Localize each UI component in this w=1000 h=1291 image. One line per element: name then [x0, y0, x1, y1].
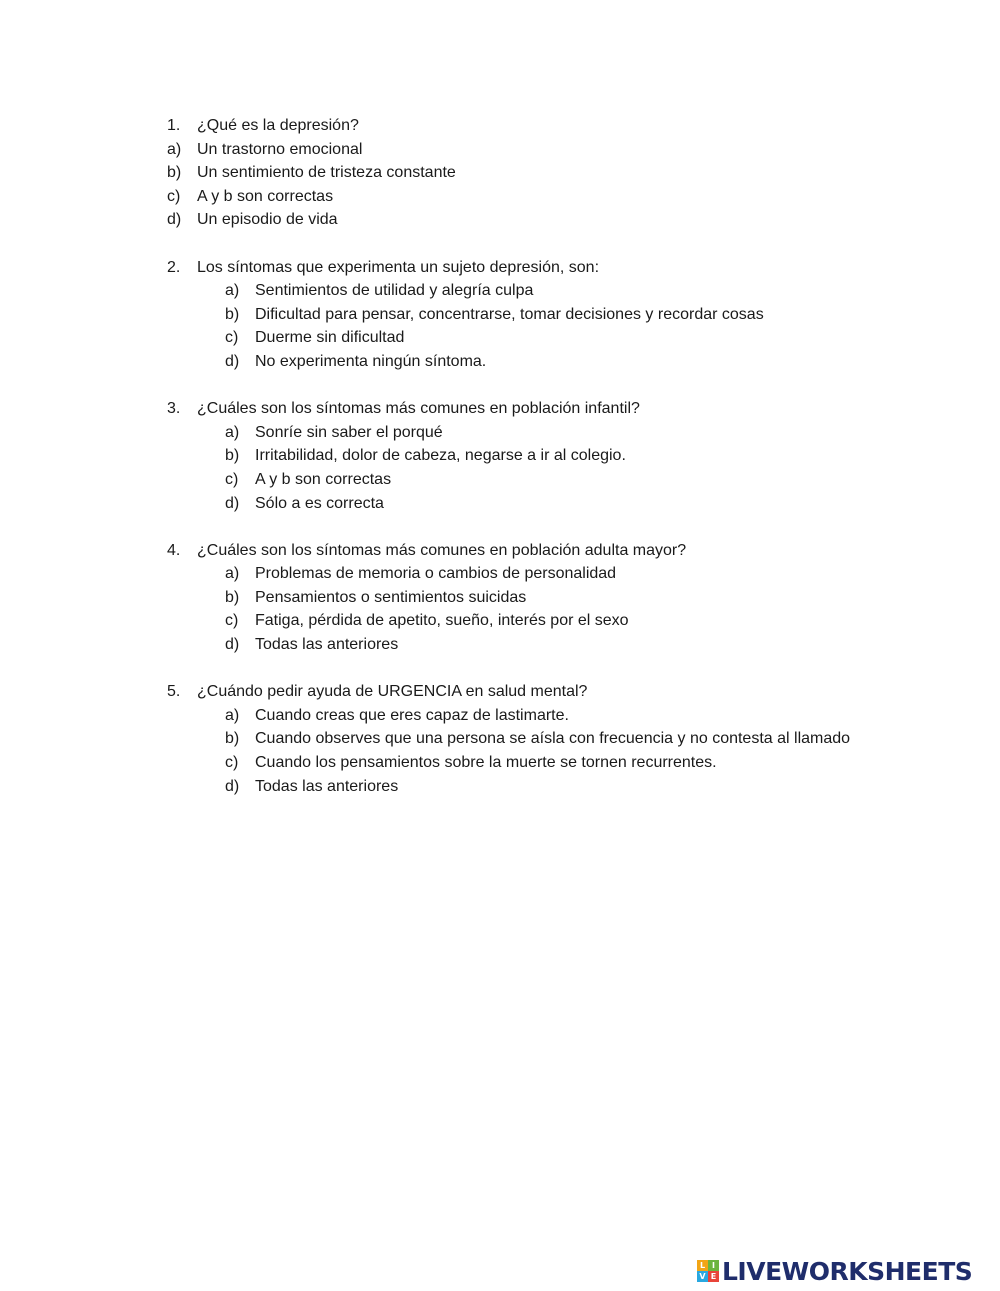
- option-d: [167, 350, 967, 374]
- question-number: 5.: [167, 683, 181, 701]
- option-letter: b): [225, 447, 240, 465]
- option-text: Dificultad para pensar, concentrarse, tomar decisiones y recordar cosas: [255, 305, 764, 323]
- option-letter: c): [225, 329, 239, 347]
- question-number: 3.: [167, 400, 181, 418]
- option-letter: c): [225, 612, 239, 630]
- option-text: Duerme sin dificultad: [255, 329, 405, 347]
- option-letter: d): [225, 352, 240, 370]
- question-text: Los síntomas que experimenta un sujeto depresión, son:: [197, 258, 600, 276]
- question-number: 1.: [167, 117, 181, 134]
- option-text: Pensamientos o sentimientos suicidas: [255, 588, 527, 606]
- option-b: [167, 727, 967, 751]
- option-text: Cuando observes que una persona se aísla con frecuencia y no contesta al llamado: [255, 730, 851, 748]
- option-text: Irritabilidad, dolor de cabeza, negarse a ir al colegio.: [255, 447, 626, 465]
- option-a: [167, 421, 967, 445]
- option-letter: d): [225, 494, 240, 512]
- option-a: [167, 704, 967, 728]
- option-letter: a): [225, 282, 240, 300]
- option-text: Sonríe sin saber el porqué: [255, 423, 443, 441]
- option-d: [167, 633, 967, 657]
- liveworksheets-logo: [697, 1255, 972, 1287]
- question-line: [167, 397, 967, 421]
- option-text: No experimenta ningún síntoma.: [255, 352, 487, 370]
- quiz: [167, 114, 967, 822]
- question-line: [167, 114, 967, 138]
- option-text: Sentimientos de utilidad y alegría culpa: [255, 282, 534, 300]
- option-text: Un trastorno emocional: [197, 140, 363, 158]
- question-text: ¿Qué es la depresión?: [197, 117, 359, 134]
- option-text: Problemas de memoria o cambios de personalidad: [255, 565, 617, 583]
- logo-text: LIVEWORKSHEETS: [722, 1256, 973, 1286]
- option-text: Un episodio de vida: [197, 211, 338, 229]
- question-line: [167, 256, 967, 280]
- option-b: [167, 586, 967, 610]
- logo-badge-icon: [697, 1260, 719, 1282]
- option-letter: c): [225, 470, 239, 488]
- badge-letter: E: [708, 1271, 719, 1282]
- option-letter: d): [225, 636, 240, 654]
- option-text: A y b son correctas: [255, 470, 392, 488]
- option-c: [167, 185, 967, 209]
- option-c: [167, 609, 967, 633]
- question-3: [167, 397, 967, 515]
- option-letter: a): [225, 706, 240, 724]
- option-text: Todas las anteriores: [255, 777, 399, 795]
- question-2: [167, 256, 967, 374]
- option-text: A y b son correctas: [197, 187, 334, 205]
- option-letter: a): [167, 140, 182, 158]
- badge-letter: V: [697, 1271, 708, 1282]
- question-text: ¿Cuándo pedir ayuda de URGENCIA en salud mental?: [197, 683, 588, 701]
- question-1: [167, 114, 967, 232]
- option-letter: b): [167, 164, 182, 182]
- option-b: [167, 303, 967, 327]
- option-letter: d): [167, 211, 182, 229]
- option-d: [167, 208, 967, 232]
- option-text: Cuando creas que eres capaz de lastimarte.: [255, 706, 569, 724]
- option-c: [167, 326, 967, 350]
- option-text: Fatiga, pérdida de apetito, sueño, interés por el sexo: [255, 612, 629, 630]
- option-letter: b): [225, 730, 240, 748]
- option-letter: a): [225, 565, 240, 583]
- option-text: Un sentimiento de tristeza constante: [197, 164, 456, 182]
- option-a: [167, 279, 967, 303]
- option-d: [167, 775, 967, 799]
- question-text: ¿Cuáles son los síntomas más comunes en población adulta mayor?: [197, 541, 687, 559]
- option-letter: c): [167, 187, 181, 205]
- option-a: [167, 562, 967, 586]
- option-letter: d): [225, 777, 240, 795]
- option-c: [167, 468, 967, 492]
- option-letter: b): [225, 588, 240, 606]
- option-text: Sólo a es correcta: [255, 494, 384, 512]
- question-5: [167, 680, 967, 798]
- option-text: Cuando los pensamientos sobre la muerte se tornen recurrentes.: [255, 754, 717, 772]
- option-d: [167, 492, 967, 516]
- question-line: [167, 539, 967, 563]
- option-letter: a): [225, 423, 240, 441]
- option-letter: b): [225, 305, 240, 323]
- option-b: [167, 444, 967, 468]
- option-b: [167, 161, 967, 185]
- question-4: [167, 539, 967, 657]
- question-text: ¿Cuáles son los síntomas más comunes en población infantil?: [197, 400, 640, 418]
- question-number: 2.: [167, 258, 181, 276]
- question-number: 4.: [167, 541, 181, 559]
- option-a: [167, 138, 967, 162]
- question-line: [167, 680, 967, 704]
- option-text: Todas las anteriores: [255, 636, 399, 654]
- option-letter: c): [225, 754, 239, 772]
- option-c: [167, 751, 967, 775]
- badge-letter: L: [697, 1260, 708, 1271]
- badge-letter: I: [708, 1260, 719, 1271]
